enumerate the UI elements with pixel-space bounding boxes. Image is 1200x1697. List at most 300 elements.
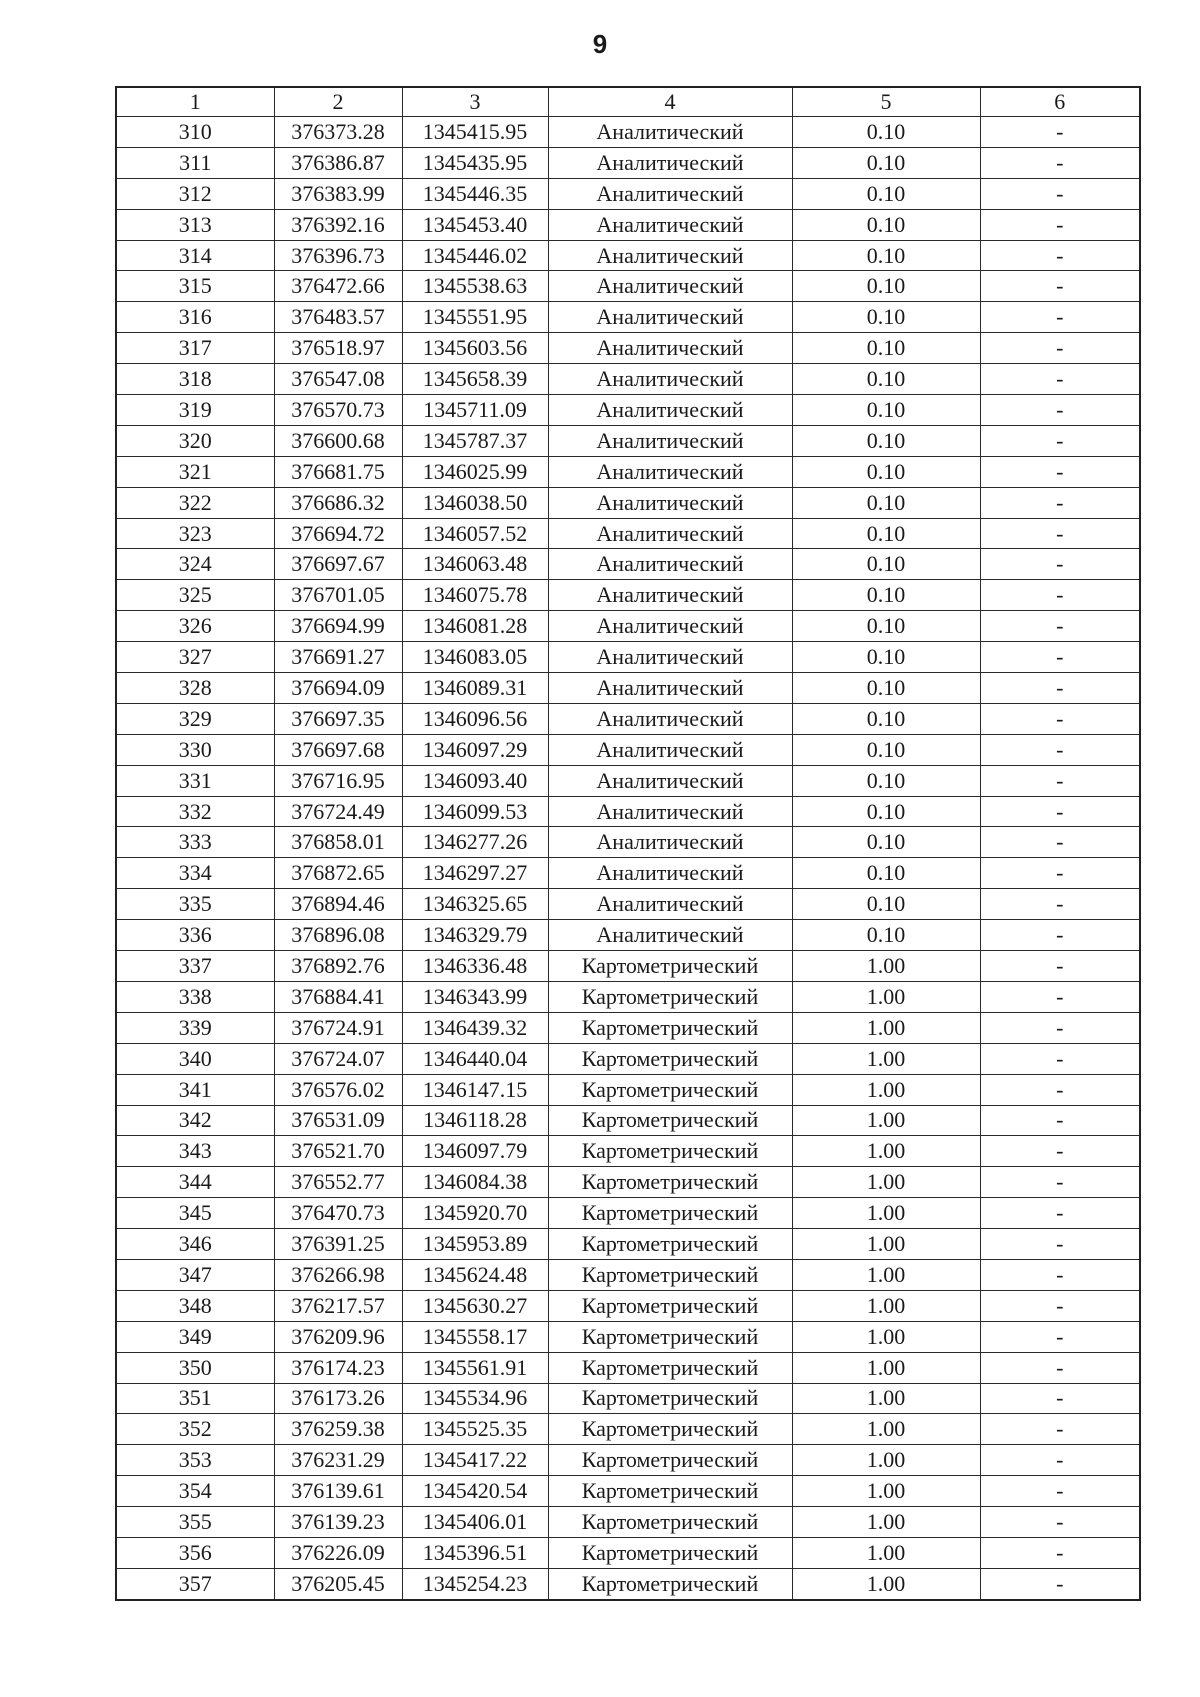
cell-accuracy: 0.10 — [792, 827, 980, 858]
cell-point-number: 310 — [116, 117, 274, 148]
cell-point-number: 311 — [116, 147, 274, 178]
cell-method: Картометрический — [548, 1352, 792, 1383]
table-row — [116, 178, 1140, 209]
cell-coord-x: 376858.01 — [274, 827, 402, 858]
column-header-3: 3 — [402, 87, 548, 117]
cell-method: Аналитический — [548, 364, 792, 395]
cell-coord-y: 1346097.29 — [402, 734, 548, 765]
table-row — [116, 1259, 1140, 1290]
cell-accuracy: 1.00 — [792, 1043, 980, 1074]
cell-note: - — [980, 364, 1140, 395]
cell-accuracy: 1.00 — [792, 1136, 980, 1167]
cell-coord-x: 376872.65 — [274, 858, 402, 889]
table-row — [116, 1043, 1140, 1074]
cell-coord-x: 376576.02 — [274, 1074, 402, 1105]
cell-point-number: 312 — [116, 178, 274, 209]
cell-coord-x: 376892.76 — [274, 951, 402, 982]
cell-coord-y: 1345534.96 — [402, 1383, 548, 1414]
cell-coord-x: 376392.16 — [274, 209, 402, 240]
cell-method: Аналитический — [548, 765, 792, 796]
cell-method: Картометрический — [548, 1012, 792, 1043]
cell-point-number: 336 — [116, 920, 274, 951]
cell-note: - — [980, 1290, 1140, 1321]
cell-note: - — [980, 1198, 1140, 1229]
cell-accuracy: 0.10 — [792, 487, 980, 518]
cell-method: Аналитический — [548, 240, 792, 271]
cell-coord-x: 376724.91 — [274, 1012, 402, 1043]
cell-coord-y: 1346336.48 — [402, 951, 548, 982]
cell-accuracy: 0.10 — [792, 271, 980, 302]
cell-coord-y: 1345658.39 — [402, 364, 548, 395]
cell-coord-x: 376694.09 — [274, 673, 402, 704]
cell-point-number: 319 — [116, 395, 274, 426]
cell-point-number: 327 — [116, 642, 274, 673]
table-row — [116, 1136, 1140, 1167]
cell-point-number: 331 — [116, 765, 274, 796]
table-row — [116, 364, 1140, 395]
cell-coord-x: 376209.96 — [274, 1321, 402, 1352]
cell-method: Аналитический — [548, 302, 792, 333]
cell-coord-x: 376697.68 — [274, 734, 402, 765]
cell-accuracy: 1.00 — [792, 1229, 980, 1260]
cell-method: Картометрический — [548, 981, 792, 1012]
table-row — [116, 1352, 1140, 1383]
cell-note: - — [980, 395, 1140, 426]
cell-coord-x: 376701.05 — [274, 580, 402, 611]
cell-point-number: 342 — [116, 1105, 274, 1136]
table-row — [116, 703, 1140, 734]
cell-point-number: 337 — [116, 951, 274, 982]
cell-point-number: 357 — [116, 1568, 274, 1599]
cell-accuracy: 0.10 — [792, 302, 980, 333]
table-row — [116, 240, 1140, 271]
cell-note: - — [980, 611, 1140, 642]
cell-note: - — [980, 1476, 1140, 1507]
cell-coord-y: 1345558.17 — [402, 1321, 548, 1352]
cell-accuracy: 0.10 — [792, 456, 980, 487]
cell-coord-x: 376205.45 — [274, 1568, 402, 1599]
cell-point-number: 339 — [116, 1012, 274, 1043]
table-row — [116, 425, 1140, 456]
cell-accuracy: 0.10 — [792, 611, 980, 642]
cell-coord-y: 1346096.56 — [402, 703, 548, 734]
page-number: 9 — [592, 29, 608, 59]
cell-coord-y: 1346147.15 — [402, 1074, 548, 1105]
cell-coord-x: 376521.70 — [274, 1136, 402, 1167]
cell-method: Аналитический — [548, 796, 792, 827]
cell-point-number: 317 — [116, 333, 274, 364]
table-row — [116, 1229, 1140, 1260]
table-row — [116, 147, 1140, 178]
cell-point-number: 334 — [116, 858, 274, 889]
cell-accuracy: 1.00 — [792, 1352, 980, 1383]
table-row — [116, 395, 1140, 426]
table-row — [116, 951, 1140, 982]
cell-coord-x: 376396.73 — [274, 240, 402, 271]
cell-coord-y: 1346325.65 — [402, 889, 548, 920]
cell-point-number: 320 — [116, 425, 274, 456]
cell-note: - — [980, 209, 1140, 240]
cell-coord-y: 1345254.23 — [402, 1568, 548, 1599]
cell-accuracy: 1.00 — [792, 1476, 980, 1507]
cell-accuracy: 1.00 — [792, 1414, 980, 1445]
cell-method: Аналитический — [548, 827, 792, 858]
cell-note: - — [980, 642, 1140, 673]
cell-method: Аналитический — [548, 333, 792, 364]
cell-method: Картометрический — [548, 1445, 792, 1476]
cell-method: Аналитический — [548, 673, 792, 704]
cell-point-number: 346 — [116, 1229, 274, 1260]
cell-coord-x: 376470.73 — [274, 1198, 402, 1229]
cell-point-number: 351 — [116, 1383, 274, 1414]
column-header-6: 6 — [980, 87, 1140, 117]
cell-point-number: 313 — [116, 209, 274, 240]
cell-coord-y: 1345711.09 — [402, 395, 548, 426]
column-header-5: 5 — [792, 87, 980, 117]
cell-coord-y: 1346057.52 — [402, 518, 548, 549]
cell-coord-y: 1346297.27 — [402, 858, 548, 889]
cell-coord-x: 376724.49 — [274, 796, 402, 827]
cell-point-number: 326 — [116, 611, 274, 642]
cell-coord-y: 1345953.89 — [402, 1229, 548, 1260]
cell-note: - — [980, 1043, 1140, 1074]
table-row — [116, 117, 1140, 148]
table-row — [116, 1445, 1140, 1476]
cell-point-number: 348 — [116, 1290, 274, 1321]
cell-coord-y: 1345446.35 — [402, 178, 548, 209]
table-row — [116, 1568, 1140, 1599]
cell-accuracy: 1.00 — [792, 1105, 980, 1136]
cell-coord-y: 1346075.78 — [402, 580, 548, 611]
table-row — [116, 1414, 1140, 1445]
cell-point-number: 356 — [116, 1537, 274, 1568]
cell-coord-y: 1345435.95 — [402, 147, 548, 178]
cell-note: - — [980, 796, 1140, 827]
table-row — [116, 920, 1140, 951]
cell-accuracy: 1.00 — [792, 1167, 980, 1198]
cell-coord-x: 376894.46 — [274, 889, 402, 920]
cell-method: Аналитический — [548, 734, 792, 765]
cell-coord-y: 1346099.53 — [402, 796, 548, 827]
cell-note: - — [980, 889, 1140, 920]
cell-method: Картометрический — [548, 1476, 792, 1507]
table-row — [116, 1507, 1140, 1538]
cell-point-number: 335 — [116, 889, 274, 920]
cell-coord-y: 1346343.99 — [402, 981, 548, 1012]
cell-method: Аналитический — [548, 117, 792, 148]
cell-point-number: 325 — [116, 580, 274, 611]
table-row — [116, 1105, 1140, 1136]
cell-accuracy: 1.00 — [792, 1259, 980, 1290]
table-row — [116, 456, 1140, 487]
table-header — [116, 87, 1140, 117]
cell-accuracy: 0.10 — [792, 889, 980, 920]
cell-method: Картометрический — [548, 1537, 792, 1568]
table-row — [116, 1012, 1140, 1043]
cell-note: - — [980, 1012, 1140, 1043]
cell-point-number: 321 — [116, 456, 274, 487]
cell-method: Картометрический — [548, 1414, 792, 1445]
cell-accuracy: 0.10 — [792, 333, 980, 364]
cell-note: - — [980, 1321, 1140, 1352]
table-row — [116, 333, 1140, 364]
cell-coord-y: 1345561.91 — [402, 1352, 548, 1383]
cell-note: - — [980, 827, 1140, 858]
cell-point-number: 314 — [116, 240, 274, 271]
cell-accuracy: 1.00 — [792, 1537, 980, 1568]
cell-accuracy: 1.00 — [792, 1321, 980, 1352]
cell-method: Аналитический — [548, 147, 792, 178]
table-row — [116, 1290, 1140, 1321]
cell-coord-x: 376697.35 — [274, 703, 402, 734]
cell-coord-x: 376231.29 — [274, 1445, 402, 1476]
cell-coord-y: 1346277.26 — [402, 827, 548, 858]
coordinates-table — [115, 86, 1141, 1601]
table-row — [116, 796, 1140, 827]
cell-coord-x: 376139.23 — [274, 1507, 402, 1538]
cell-accuracy: 0.10 — [792, 549, 980, 580]
table-row — [116, 271, 1140, 302]
cell-coord-y: 1345406.01 — [402, 1507, 548, 1538]
cell-method: Картометрический — [548, 1198, 792, 1229]
cell-note: - — [980, 1259, 1140, 1290]
cell-accuracy: 0.10 — [792, 765, 980, 796]
cell-coord-y: 1346097.79 — [402, 1136, 548, 1167]
cell-note: - — [980, 703, 1140, 734]
cell-accuracy: 1.00 — [792, 1445, 980, 1476]
cell-coord-y: 1346081.28 — [402, 611, 548, 642]
header-row — [116, 87, 1140, 117]
cell-coord-x: 376373.28 — [274, 117, 402, 148]
cell-note: - — [980, 178, 1140, 209]
cell-method: Аналитический — [548, 487, 792, 518]
cell-coord-x: 376383.99 — [274, 178, 402, 209]
table-row — [116, 765, 1140, 796]
cell-point-number: 345 — [116, 1198, 274, 1229]
cell-method: Картометрический — [548, 1105, 792, 1136]
cell-point-number: 349 — [116, 1321, 274, 1352]
cell-point-number: 340 — [116, 1043, 274, 1074]
table-body — [116, 117, 1140, 1600]
table-row — [116, 549, 1140, 580]
cell-coord-x: 376174.23 — [274, 1352, 402, 1383]
cell-method: Аналитический — [548, 642, 792, 673]
cell-note: - — [980, 1414, 1140, 1445]
cell-note: - — [980, 1105, 1140, 1136]
cell-accuracy: 0.10 — [792, 580, 980, 611]
cell-coord-y: 1345787.37 — [402, 425, 548, 456]
cell-coord-x: 376681.75 — [274, 456, 402, 487]
cell-accuracy: 1.00 — [792, 951, 980, 982]
cell-coord-x: 376884.41 — [274, 981, 402, 1012]
table-row — [116, 1167, 1140, 1198]
cell-coord-y: 1346025.99 — [402, 456, 548, 487]
cell-coord-y: 1345525.35 — [402, 1414, 548, 1445]
cell-coord-y: 1346083.05 — [402, 642, 548, 673]
cell-note: - — [980, 858, 1140, 889]
cell-method: Картометрический — [548, 951, 792, 982]
cell-note: - — [980, 518, 1140, 549]
cell-coord-y: 1345538.63 — [402, 271, 548, 302]
cell-accuracy: 1.00 — [792, 981, 980, 1012]
cell-note: - — [980, 487, 1140, 518]
cell-coord-y: 1346038.50 — [402, 487, 548, 518]
cell-point-number: 315 — [116, 271, 274, 302]
cell-point-number: 329 — [116, 703, 274, 734]
cell-note: - — [980, 1383, 1140, 1414]
cell-note: - — [980, 425, 1140, 456]
cell-accuracy: 0.10 — [792, 518, 980, 549]
cell-coord-x: 376716.95 — [274, 765, 402, 796]
table-row — [116, 1321, 1140, 1352]
cell-coord-x: 376694.72 — [274, 518, 402, 549]
cell-method: Аналитический — [548, 178, 792, 209]
cell-point-number: 350 — [116, 1352, 274, 1383]
cell-accuracy: 1.00 — [792, 1507, 980, 1538]
cell-point-number: 324 — [116, 549, 274, 580]
cell-accuracy: 0.10 — [792, 364, 980, 395]
cell-coord-x: 376391.25 — [274, 1229, 402, 1260]
cell-point-number: 318 — [116, 364, 274, 395]
cell-note: - — [980, 147, 1140, 178]
cell-method: Аналитический — [548, 703, 792, 734]
cell-point-number: 347 — [116, 1259, 274, 1290]
cell-note: - — [980, 951, 1140, 982]
cell-coord-x: 376139.61 — [274, 1476, 402, 1507]
cell-coord-y: 1345453.40 — [402, 209, 548, 240]
cell-coord-x: 376547.08 — [274, 364, 402, 395]
cell-note: - — [980, 240, 1140, 271]
cell-coord-y: 1345396.51 — [402, 1537, 548, 1568]
cell-method: Аналитический — [548, 580, 792, 611]
cell-accuracy: 0.10 — [792, 920, 980, 951]
cell-accuracy: 0.10 — [792, 240, 980, 271]
column-header-2: 2 — [274, 87, 402, 117]
cell-point-number: 354 — [116, 1476, 274, 1507]
cell-note: - — [980, 1568, 1140, 1599]
cell-point-number: 353 — [116, 1445, 274, 1476]
cell-accuracy: 0.10 — [792, 796, 980, 827]
cell-accuracy: 1.00 — [792, 1383, 980, 1414]
cell-accuracy: 0.10 — [792, 858, 980, 889]
cell-coord-y: 1345415.95 — [402, 117, 548, 148]
cell-point-number: 355 — [116, 1507, 274, 1538]
cell-accuracy: 0.10 — [792, 642, 980, 673]
cell-note: - — [980, 673, 1140, 704]
cell-method: Картометрический — [548, 1136, 792, 1167]
cell-note: - — [980, 920, 1140, 951]
cell-coord-x: 376531.09 — [274, 1105, 402, 1136]
cell-coord-y: 1345603.56 — [402, 333, 548, 364]
cell-note: - — [980, 734, 1140, 765]
cell-note: - — [980, 1352, 1140, 1383]
table-row — [116, 734, 1140, 765]
cell-coord-y: 1346440.04 — [402, 1043, 548, 1074]
cell-coord-y: 1345630.27 — [402, 1290, 548, 1321]
cell-coord-x: 376570.73 — [274, 395, 402, 426]
table-row — [116, 1476, 1140, 1507]
cell-note: - — [980, 271, 1140, 302]
cell-coord-x: 376472.66 — [274, 271, 402, 302]
table-row — [116, 487, 1140, 518]
cell-coord-x: 376173.26 — [274, 1383, 402, 1414]
cell-coord-y: 1345551.95 — [402, 302, 548, 333]
cell-point-number: 333 — [116, 827, 274, 858]
cell-point-number: 338 — [116, 981, 274, 1012]
cell-note: - — [980, 1537, 1140, 1568]
cell-method: Аналитический — [548, 395, 792, 426]
cell-coord-y: 1345446.02 — [402, 240, 548, 271]
cell-coord-y: 1346089.31 — [402, 673, 548, 704]
cell-accuracy: 0.10 — [792, 395, 980, 426]
cell-coord-x: 376600.68 — [274, 425, 402, 456]
cell-method: Аналитический — [548, 549, 792, 580]
table-row — [116, 1537, 1140, 1568]
table-row — [116, 642, 1140, 673]
cell-accuracy: 1.00 — [792, 1074, 980, 1105]
cell-accuracy: 0.10 — [792, 147, 980, 178]
cell-accuracy: 0.10 — [792, 117, 980, 148]
cell-coord-x: 376691.27 — [274, 642, 402, 673]
cell-point-number: 316 — [116, 302, 274, 333]
table-row — [116, 1198, 1140, 1229]
cell-note: - — [980, 765, 1140, 796]
table-row — [116, 580, 1140, 611]
cell-coord-x: 376697.67 — [274, 549, 402, 580]
cell-coord-x: 376266.98 — [274, 1259, 402, 1290]
cell-coord-x: 376686.32 — [274, 487, 402, 518]
cell-method: Аналитический — [548, 425, 792, 456]
column-header-1: 1 — [116, 87, 274, 117]
cell-note: - — [980, 549, 1140, 580]
cell-accuracy: 0.10 — [792, 178, 980, 209]
cell-point-number: 328 — [116, 673, 274, 704]
cell-accuracy: 0.10 — [792, 703, 980, 734]
cell-coord-x: 376217.57 — [274, 1290, 402, 1321]
cell-coord-y: 1346329.79 — [402, 920, 548, 951]
cell-method: Картометрический — [548, 1259, 792, 1290]
cell-coord-x: 376896.08 — [274, 920, 402, 951]
cell-coord-y: 1346063.48 — [402, 549, 548, 580]
cell-note: - — [980, 117, 1140, 148]
cell-method: Картометрический — [548, 1229, 792, 1260]
cell-method: Аналитический — [548, 271, 792, 302]
cell-coord-y: 1345417.22 — [402, 1445, 548, 1476]
cell-accuracy: 0.10 — [792, 673, 980, 704]
cell-accuracy: 1.00 — [792, 1012, 980, 1043]
cell-note: - — [980, 1136, 1140, 1167]
cell-point-number: 344 — [116, 1167, 274, 1198]
cell-accuracy: 0.10 — [792, 425, 980, 456]
cell-coord-y: 1346118.28 — [402, 1105, 548, 1136]
cell-note: - — [980, 1445, 1140, 1476]
cell-point-number: 330 — [116, 734, 274, 765]
cell-note: - — [980, 1074, 1140, 1105]
cell-method: Картометрический — [548, 1568, 792, 1599]
cell-point-number: 343 — [116, 1136, 274, 1167]
cell-accuracy: 1.00 — [792, 1198, 980, 1229]
cell-method: Картометрический — [548, 1321, 792, 1352]
cell-method: Картометрический — [548, 1290, 792, 1321]
table-row — [116, 981, 1140, 1012]
cell-accuracy: 1.00 — [792, 1290, 980, 1321]
cell-note: - — [980, 1507, 1140, 1538]
cell-accuracy: 0.10 — [792, 734, 980, 765]
table-row — [116, 889, 1140, 920]
cell-method: Картометрический — [548, 1043, 792, 1074]
cell-coord-x: 376518.97 — [274, 333, 402, 364]
cell-method: Картометрический — [548, 1167, 792, 1198]
